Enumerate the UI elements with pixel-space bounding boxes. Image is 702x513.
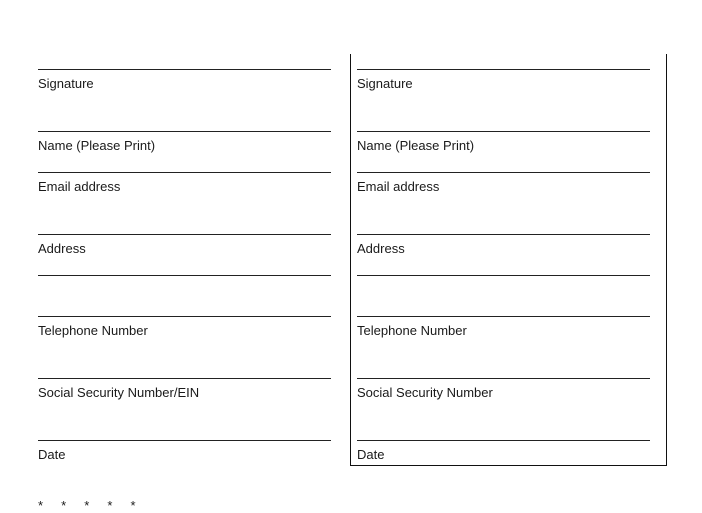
address-line[interactable] xyxy=(357,234,650,235)
signature-label: Signature xyxy=(357,76,413,91)
telephone-label: Telephone Number xyxy=(38,323,148,338)
date-line[interactable] xyxy=(357,440,650,441)
address-line-2[interactable] xyxy=(38,275,331,276)
name-line[interactable] xyxy=(38,131,331,132)
date-line[interactable] xyxy=(38,440,331,441)
email-label: Email address xyxy=(357,179,440,194)
telephone-label: Telephone Number xyxy=(357,323,467,338)
date-label: Date xyxy=(38,447,66,462)
telephone-line[interactable] xyxy=(357,316,650,317)
signature-label: Signature xyxy=(38,76,94,91)
name-label: Name (Please Print) xyxy=(38,138,156,153)
address-line-2[interactable] xyxy=(357,275,650,276)
email-label: Email address xyxy=(38,179,121,194)
telephone-line[interactable] xyxy=(38,316,331,317)
section-separator-asterisks: * * * * * xyxy=(38,498,136,513)
address-label: Address xyxy=(357,241,405,256)
address-line[interactable] xyxy=(38,234,331,235)
date-label: Date xyxy=(357,447,385,462)
email-line[interactable] xyxy=(38,172,331,173)
address-label: Address xyxy=(38,241,86,256)
email-line[interactable] xyxy=(357,172,650,173)
name-label: Name (Please Print) xyxy=(357,138,475,153)
right-signature-box xyxy=(350,54,667,466)
ssn-label: Social Security Number xyxy=(357,385,493,400)
name-line[interactable] xyxy=(357,131,650,132)
ssn-label: Social Security Number/EIN xyxy=(38,385,200,400)
ssn-line[interactable] xyxy=(38,378,331,379)
signature-line[interactable] xyxy=(357,69,650,70)
ssn-line[interactable] xyxy=(357,378,650,379)
signature-line[interactable] xyxy=(38,69,331,70)
